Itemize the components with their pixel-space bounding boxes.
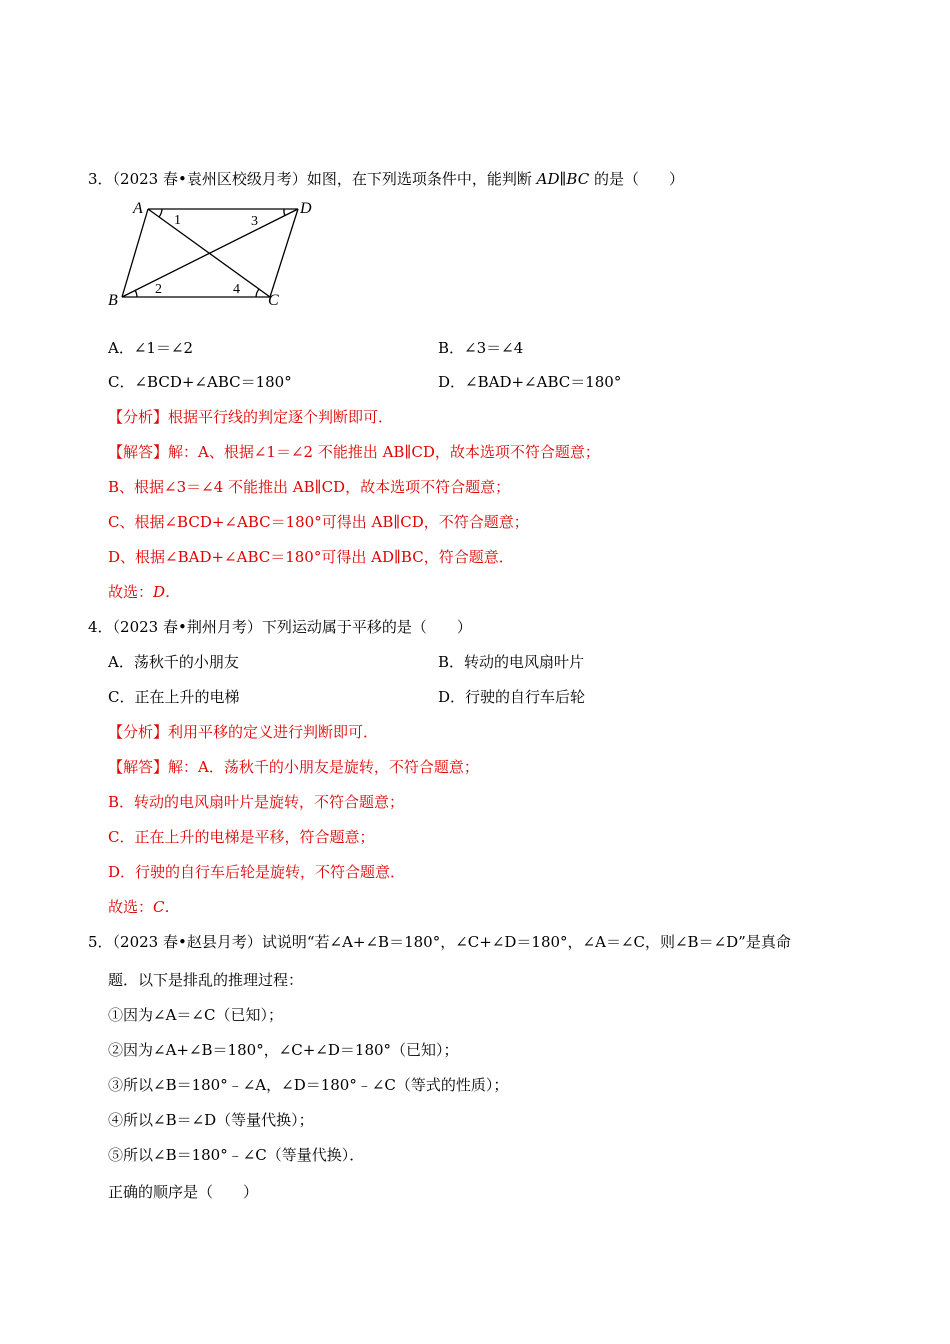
q3-solution-line-2: B、根据∠3＝∠4 不能推出 AB∥CD，故本选项不符合题意； — [108, 478, 511, 496]
q3-answer-value: D． — [153, 583, 181, 601]
q5-prompt: 正确的顺序是（ ） — [108, 1183, 259, 1201]
q4-answer-value: C． — [153, 898, 180, 916]
q4-stem — [88, 617, 472, 637]
angle-mark-4 — [256, 289, 259, 297]
q4-source: （2023 春•荆州月考） — [112, 618, 262, 636]
q3-answer-label: 故选： — [108, 583, 154, 601]
q5-number: 5． — [88, 933, 113, 951]
q3-source: （2023 春•袁州区校级月考） — [112, 170, 307, 188]
q3-stem-tail: 的是（ ） — [589, 170, 684, 188]
segment-ab — [122, 209, 148, 297]
angle-mark-1 — [159, 209, 162, 217]
q3-figure — [100, 195, 330, 315]
q5-stem-line-2: 题．以下是排乱的推理过程： — [108, 971, 304, 989]
angle-mark-2 — [135, 290, 137, 297]
q5-stem — [88, 932, 791, 952]
angle-label-4: 4 — [233, 282, 240, 297]
q3-option-b[interactable]: B．∠3＝∠4 — [438, 339, 524, 357]
q4-option-c[interactable]: C．正在上升的电梯 — [108, 688, 240, 706]
angle-label-3: 3 — [251, 214, 258, 229]
vertex-label-a: A — [133, 200, 143, 217]
q4-option-b[interactable]: B．转动的电风扇叶片 — [438, 653, 585, 671]
q5-step-2: ②因为∠A+∠B＝180°，∠C+∠D＝180°（已知）； — [108, 1041, 459, 1059]
vertex-label-d: D — [300, 200, 312, 217]
q4-answer-label: 故选： — [108, 898, 154, 916]
q4-option-a[interactable]: A．荡秋千的小朋友 — [108, 653, 239, 671]
q4-solution-line-4: D．行驶的自行车后轮是旋转，不符合题意． — [108, 863, 406, 881]
angle-label-2: 2 — [155, 282, 162, 297]
q3-option-d[interactable]: D．∠BAD+∠ABC＝180° — [438, 373, 622, 391]
q5-step-3: ③所以∠B＝180°﹣∠A，∠D＝180°﹣∠C（等式的性质）； — [108, 1076, 509, 1094]
q5-step-4: ④所以∠B＝∠D（等量代换）； — [108, 1111, 314, 1129]
q3-solution-line-3: C、根据∠BCD+∠ABC＝180°可得出 AB∥CD，不符合题意； — [108, 513, 529, 531]
q4-option-d[interactable]: D．行驶的自行车后轮 — [438, 688, 586, 706]
q3-option-a[interactable]: A．∠1＝∠2 — [108, 339, 194, 357]
q4-solution-line-1: 【解答】解：A．荡秋千的小朋友是旋转，不符合题意； — [108, 758, 479, 776]
q3-stem — [88, 169, 684, 189]
angle-label-1: 1 — [174, 213, 181, 228]
q3-stem-math: AD∥BC — [536, 170, 590, 188]
q4-stem-text: 下列运动属于平移的是（ ） — [261, 618, 472, 636]
angle-mark-3 — [284, 209, 285, 216]
q4-analysis: 【分析】利用平移的定义进行判断即可． — [108, 723, 379, 741]
q5-step-5: ⑤所以∠B＝180°﹣∠C（等量代换）． — [108, 1146, 365, 1164]
q5-step-1: ①因为∠A＝∠C（已知）； — [108, 1006, 283, 1024]
q3-stem-text: 如图，在下列选项条件中，能判断 — [306, 170, 537, 188]
segment-dc — [270, 209, 298, 297]
q3-solution-line-4: D、根据∠BAD+∠ABC＝180°可得出 AD∥BC，符合题意． — [108, 548, 514, 566]
q5-source: （2023 春•赵县月考） — [112, 933, 262, 951]
diagonal-bd — [122, 209, 298, 297]
vertex-label-b: B — [108, 292, 118, 309]
q3-option-c[interactable]: C．∠BCD+∠ABC＝180° — [108, 373, 292, 391]
q5-stem-line-1: 试说明“若∠A+∠B＝180°，∠C+∠D＝180°，∠A＝∠C，则∠B＝∠D”是真命 — [261, 933, 791, 951]
q4-number: 4． — [88, 618, 113, 636]
vertex-label-c: C — [268, 292, 279, 309]
q4-answer — [108, 897, 180, 917]
q3-analysis: 【分析】根据平行线的判定逐个判断即可． — [108, 408, 394, 426]
q3-number: 3． — [88, 170, 113, 188]
q3-solution-line-1: 【解答】解：A、根据∠1＝∠2 不能推出 AB∥CD，故本选项不符合题意； — [108, 443, 600, 461]
q4-solution-line-2: B．转动的电风扇叶片是旋转，不符合题意； — [108, 793, 405, 811]
q4-solution-line-3: C．正在上升的电梯是平移，符合题意； — [108, 828, 375, 846]
q3-answer — [108, 582, 180, 602]
